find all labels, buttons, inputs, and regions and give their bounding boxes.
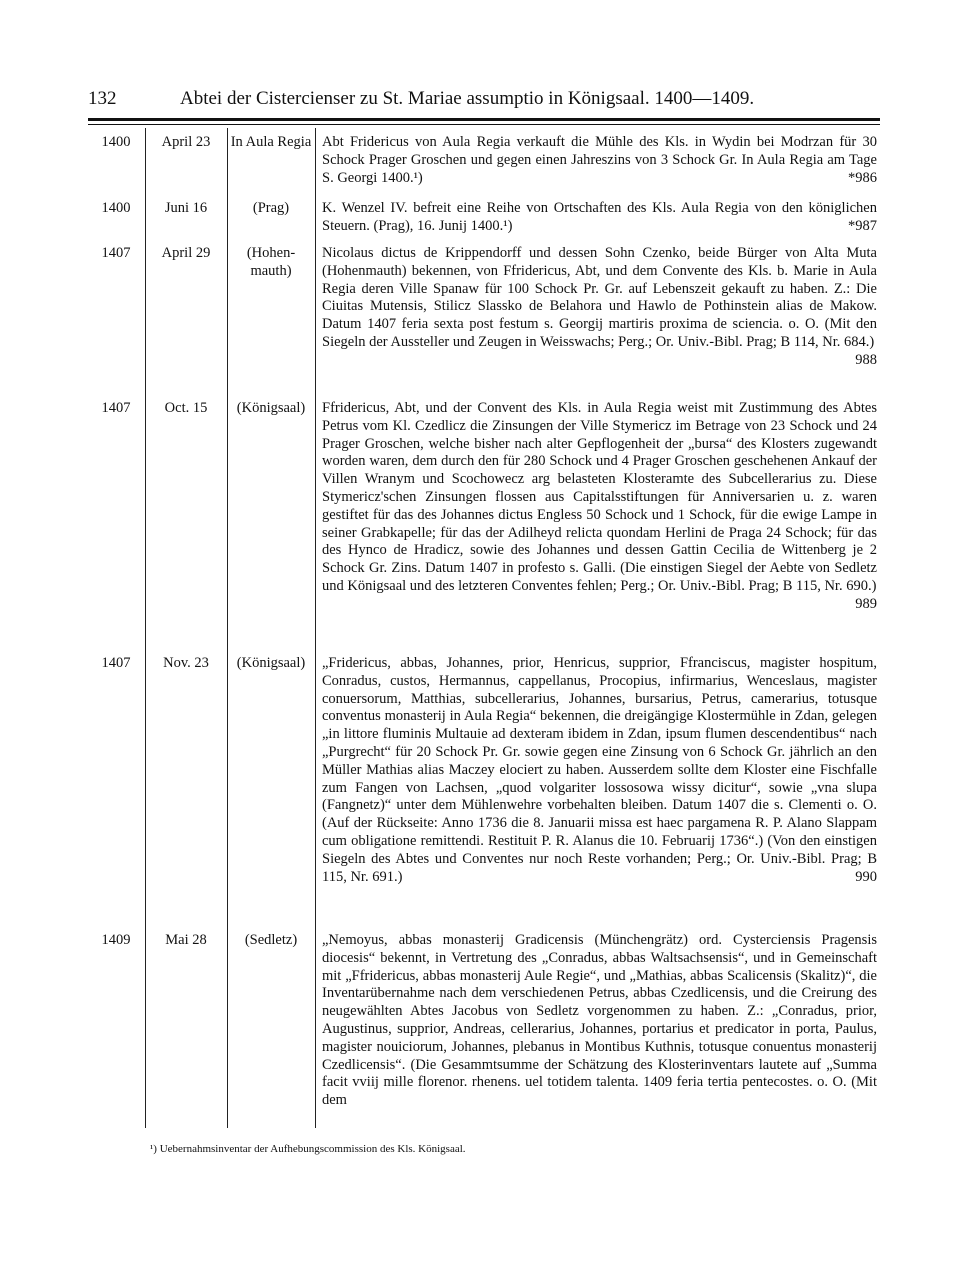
running-title: Abtei der Cistercienser zu St. Mariae assumptio in Königsaal. 1400—1409. (180, 88, 755, 109)
footnote: ¹) Uebernahmsinventar der Aufhebungscommission des Kls. Königsaal. (150, 1143, 466, 1155)
entry-date: Juni 16 (164, 200, 208, 216)
entry-year: 1407 (101, 655, 131, 671)
entry-date: Nov. 23 (163, 655, 209, 671)
entry-place: (Hohen-mauth) (246, 245, 296, 279)
entry-number: *986 (848, 169, 877, 186)
page-header (88, 84, 878, 116)
entry-text (322, 245, 877, 370)
entry-text (322, 655, 877, 886)
column-divider (315, 128, 316, 1128)
header-rule-thick (88, 118, 880, 121)
column-divider (145, 128, 146, 1128)
entry-body: Nicolaus dictus de Krippendorff und dessen Sohn Czenko, beide Bürger von Alta Muta (Hohenmauth) bekennen, von Ffridericus, Abt, und dem Convente des Kls. b. Marie in Aula Regia deren Ville Spanaw für 100 Schock Pr. Gr. auf Lebenszeit gekauft zu haben. Z.: Die Ciuitas Mutensis, Stilicz Slassko de Belahora und Hawlo de Pothinstein alias de Makow. Datum 1407 feria sexta post festum s. Georgij martiris proxima de sciencia. o. O. (Mit den Siegeln der Aussteller und Zeugen in Weisswachs; Perg.; Or. Univ.-Bibl. Prag; B 114, Nr. 684.) (322, 245, 877, 350)
entry-body: K. Wenzel IV. befreit eine Reihe von Ortschaften des Kls. Aula Regia von den königlichen Steuern. (Prag), 16. Junij 1400.¹) (322, 200, 877, 234)
entry-text (322, 400, 877, 614)
entry-year: 1407 (101, 245, 131, 261)
entry-place: (Prag) (252, 200, 290, 216)
entry-year: 1407 (101, 400, 131, 416)
entry-number: 988 (855, 351, 877, 368)
entry-body: Abt Fridericus von Aula Regia verkauft die Mühle des Kls. in Wydin bei Modrzan für 30 Schock Prager Groschen und gegen einen Jahreszins von 3 Schock Gr. In Aula Regia am Tage S. Georgi 1400.¹) (322, 134, 877, 186)
entry-place: In Aula Regia (230, 134, 312, 150)
page-number: 132 (88, 88, 117, 109)
entry-place: (Königsaal) (236, 400, 306, 416)
regesta-table (88, 128, 880, 1128)
entry-text (322, 134, 877, 187)
entry-number: *987 (848, 217, 877, 234)
entry-number: 989 (855, 595, 877, 612)
entry-year: 1400 (101, 134, 131, 150)
entry-date: Mai 28 (165, 932, 207, 948)
entry-body: „Nemoyus, abbas monasterij Gradicensis (Münchengrätz) ord. Cysterciensis Pragensis diocesis“ bekennt, in Vertretung des „Conradus, abbas Waltsachsensis“, und in Gemeinschaft mit „Ffridericus, abbas monasterij Aule Regie“, und „Mathias, abbas Scalicensis (Skalitz)“, die Inventarübernahme nach dem verschiedenen Petrus, abbas Czedlicensis, und die Creirung des neugewählten Abtes Jacobus von Sedletz vorgenommen zu haben. Z.: „Conradus, prior, Augustinus, supprior, Andreas, cellerarius, Johannes, portarius et predicator in porta, Paulus, magister nouiciorum, Johannes, plebanus in Montibus Kuthnis, totusque conuentus monasterij Czedlicensis“. (Die Gesammtsumme der Schätzung des Klosterinventars lautete auf „Summa facit vviij mille florenor. rhenens. uel totidem talenta. 1409 feria tertia pentecostes. o. O. (Mit dem (322, 932, 877, 1109)
header-rule-thin (88, 124, 880, 125)
column-divider (227, 128, 228, 1128)
entry-text (322, 200, 877, 236)
entry-body: „Fridericus, abbas, Johannes, prior, Henricus, supprior, Ffranciscus, magister hospitum, Conradus, custos, Hermannus, cappellanus, Procopius, infirmarius, Wenceslaus, magister conuersorum, Matthias, subcellerarius, Johannes, bursarius, Petrus, camerarius, totusque conventus monasterij in Aula Regia“ bekennen, die dreigängige Klostermühle in Zdan, gelegen „in littore fluminis Multauie ad dexteram ibidem in Zdan, ipsum flumen descendentibus“ nach „Purgrecht“ für 20 Schock Pr. Gr. sowie gegen eine Zinsung von 6 Schock Gr. jährlich an den Müller Mathias alias Maczey elociert zu haben. Ausserdem sollte dem Kloster eine Fischfalle zum Fangen von Lachsen, „quod volgariter lossosowa wissy dicitur“, sowie „vna slupa (Fangnetz)“ unter dem Mühlenwehre vorbehalten bleiben. Datum 1407 die s. Clementi o. O. (Auf der Rückseite: Anno 1736 die 8. Januarii missa est haec pargamena R. P. Alano Slappam cum obligatione remittendi. Restituit P. R. Alanus die 10. Februarij 1736“.) (Von den einstigen Siegeln des Abtes und Conventes nur noch Reste vorhanden; Perg.; Or. Univ.-Bibl. Prag; B 115, Nr. 691.) (322, 655, 877, 885)
entry-number: 990 (855, 868, 877, 885)
entry-place: (Königsaal) (236, 655, 306, 671)
entry-year: 1409 (101, 932, 131, 948)
entry-place: (Sedletz) (244, 932, 298, 948)
entry-date: April 29 (161, 245, 211, 261)
entry-body: Ffridericus, Abt, und der Convent des Kls. in Aula Regia weist mit Zustimmung des Abtes Petrus vom Kl. Czedlicz die Zinsungen der Ville Stymericz im Betrage von 23 Schock und 24 Prager Groschen, welche bisher nach alter Gepflogenheit der „bursa“ des Klosters zugewandt worden waren, dem durch den für 280 Schock und 4 Prager Groschen geschehenen Ankauf der Villen Wranym und Scochowecz arg belasteten Klosteramte des Subcellerarius zu. Diese Stymericz'schen Zinsungen flossen aus Capitalsstiftungen für Anniversarien u. z. waren gestiftet für das des Johannes dictus Engless 50 Schock und 1 Schock, für die ewige Lampe in seiner Grabkapelle; für das der Adilheyd relicta quondam Herlini de Praga 24 Schock; für das des Hynco de Hradicz, sowie des Johannes und dessen Gattin Cecilia de Wittenberg je 2 Schock Gr. Zins. Datum 1407 in profesto s. Galli. (Die einstigen Siegel der Aebte von Sedletz und Königsaal und des letzteren Conventes fehlen; Perg.; Or. Univ.-Bibl. Prag; B 115, Nr. 690.) (322, 400, 877, 594)
entry-year: 1400 (101, 200, 131, 216)
entry-date: Oct. 15 (164, 400, 208, 416)
entry-date: April 23 (161, 134, 211, 150)
entry-text (322, 932, 877, 1110)
